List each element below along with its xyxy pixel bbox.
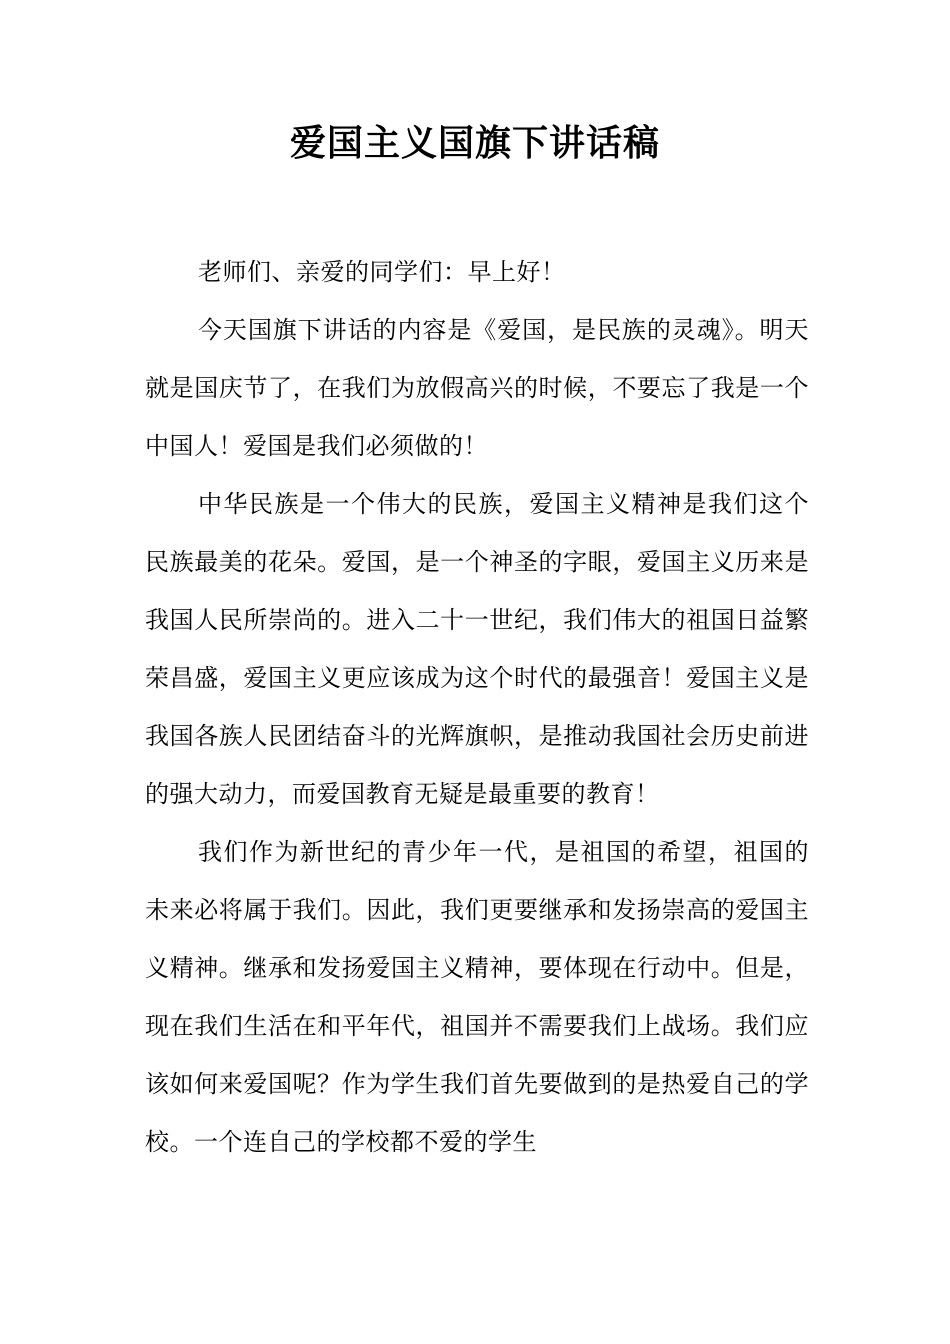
document-body — [145, 243, 809, 1171]
paragraph-topic: 今天国旗下讲话的内容是《爱国，是民族的灵魂》。明天就是国庆节了，在我们为放假高兴的时候，不要忘了我是一个中国人！爱国是我们必须做的！ — [145, 316, 809, 460]
paragraph-greeting: 老师们、亲爱的同学们：早上好！ — [198, 258, 566, 286]
document-title: 爱国主义国旗下讲话稿 — [289, 123, 660, 164]
paragraph-nation: 中华民族是一个伟大的民族，爱国主义精神是我们这个民族最美的花朵。爱国，是一个神圣的字眼，爱国主义历来是我国人民所崇尚的。进入二十一世纪，我们伟大的祖国日益繁荣昌盛，爱国主义更应该成为这个时代的最强音！爱国主义是我国各族人民团结奋斗的光辉旗帜，是推动我国社会历史前进的强大动力，而爱国教育无疑是最重要的教育！ — [145, 490, 809, 808]
paragraph-youth: 我们作为新世纪的青少年一代，是祖国的希望，祖国的未来必将属于我们。因此，我们更要继承和发扬崇高的爱国主义精神。继承和发扬爱国主义精神，要体现在行动中。但是，现在我们生活在和平年代，祖国并不需要我们上战场。我们应该如何来爱国呢？作为学生我们首先要做到的是热爱自己的学校。一个连自己的学校都不爱的学生 — [145, 838, 809, 1156]
